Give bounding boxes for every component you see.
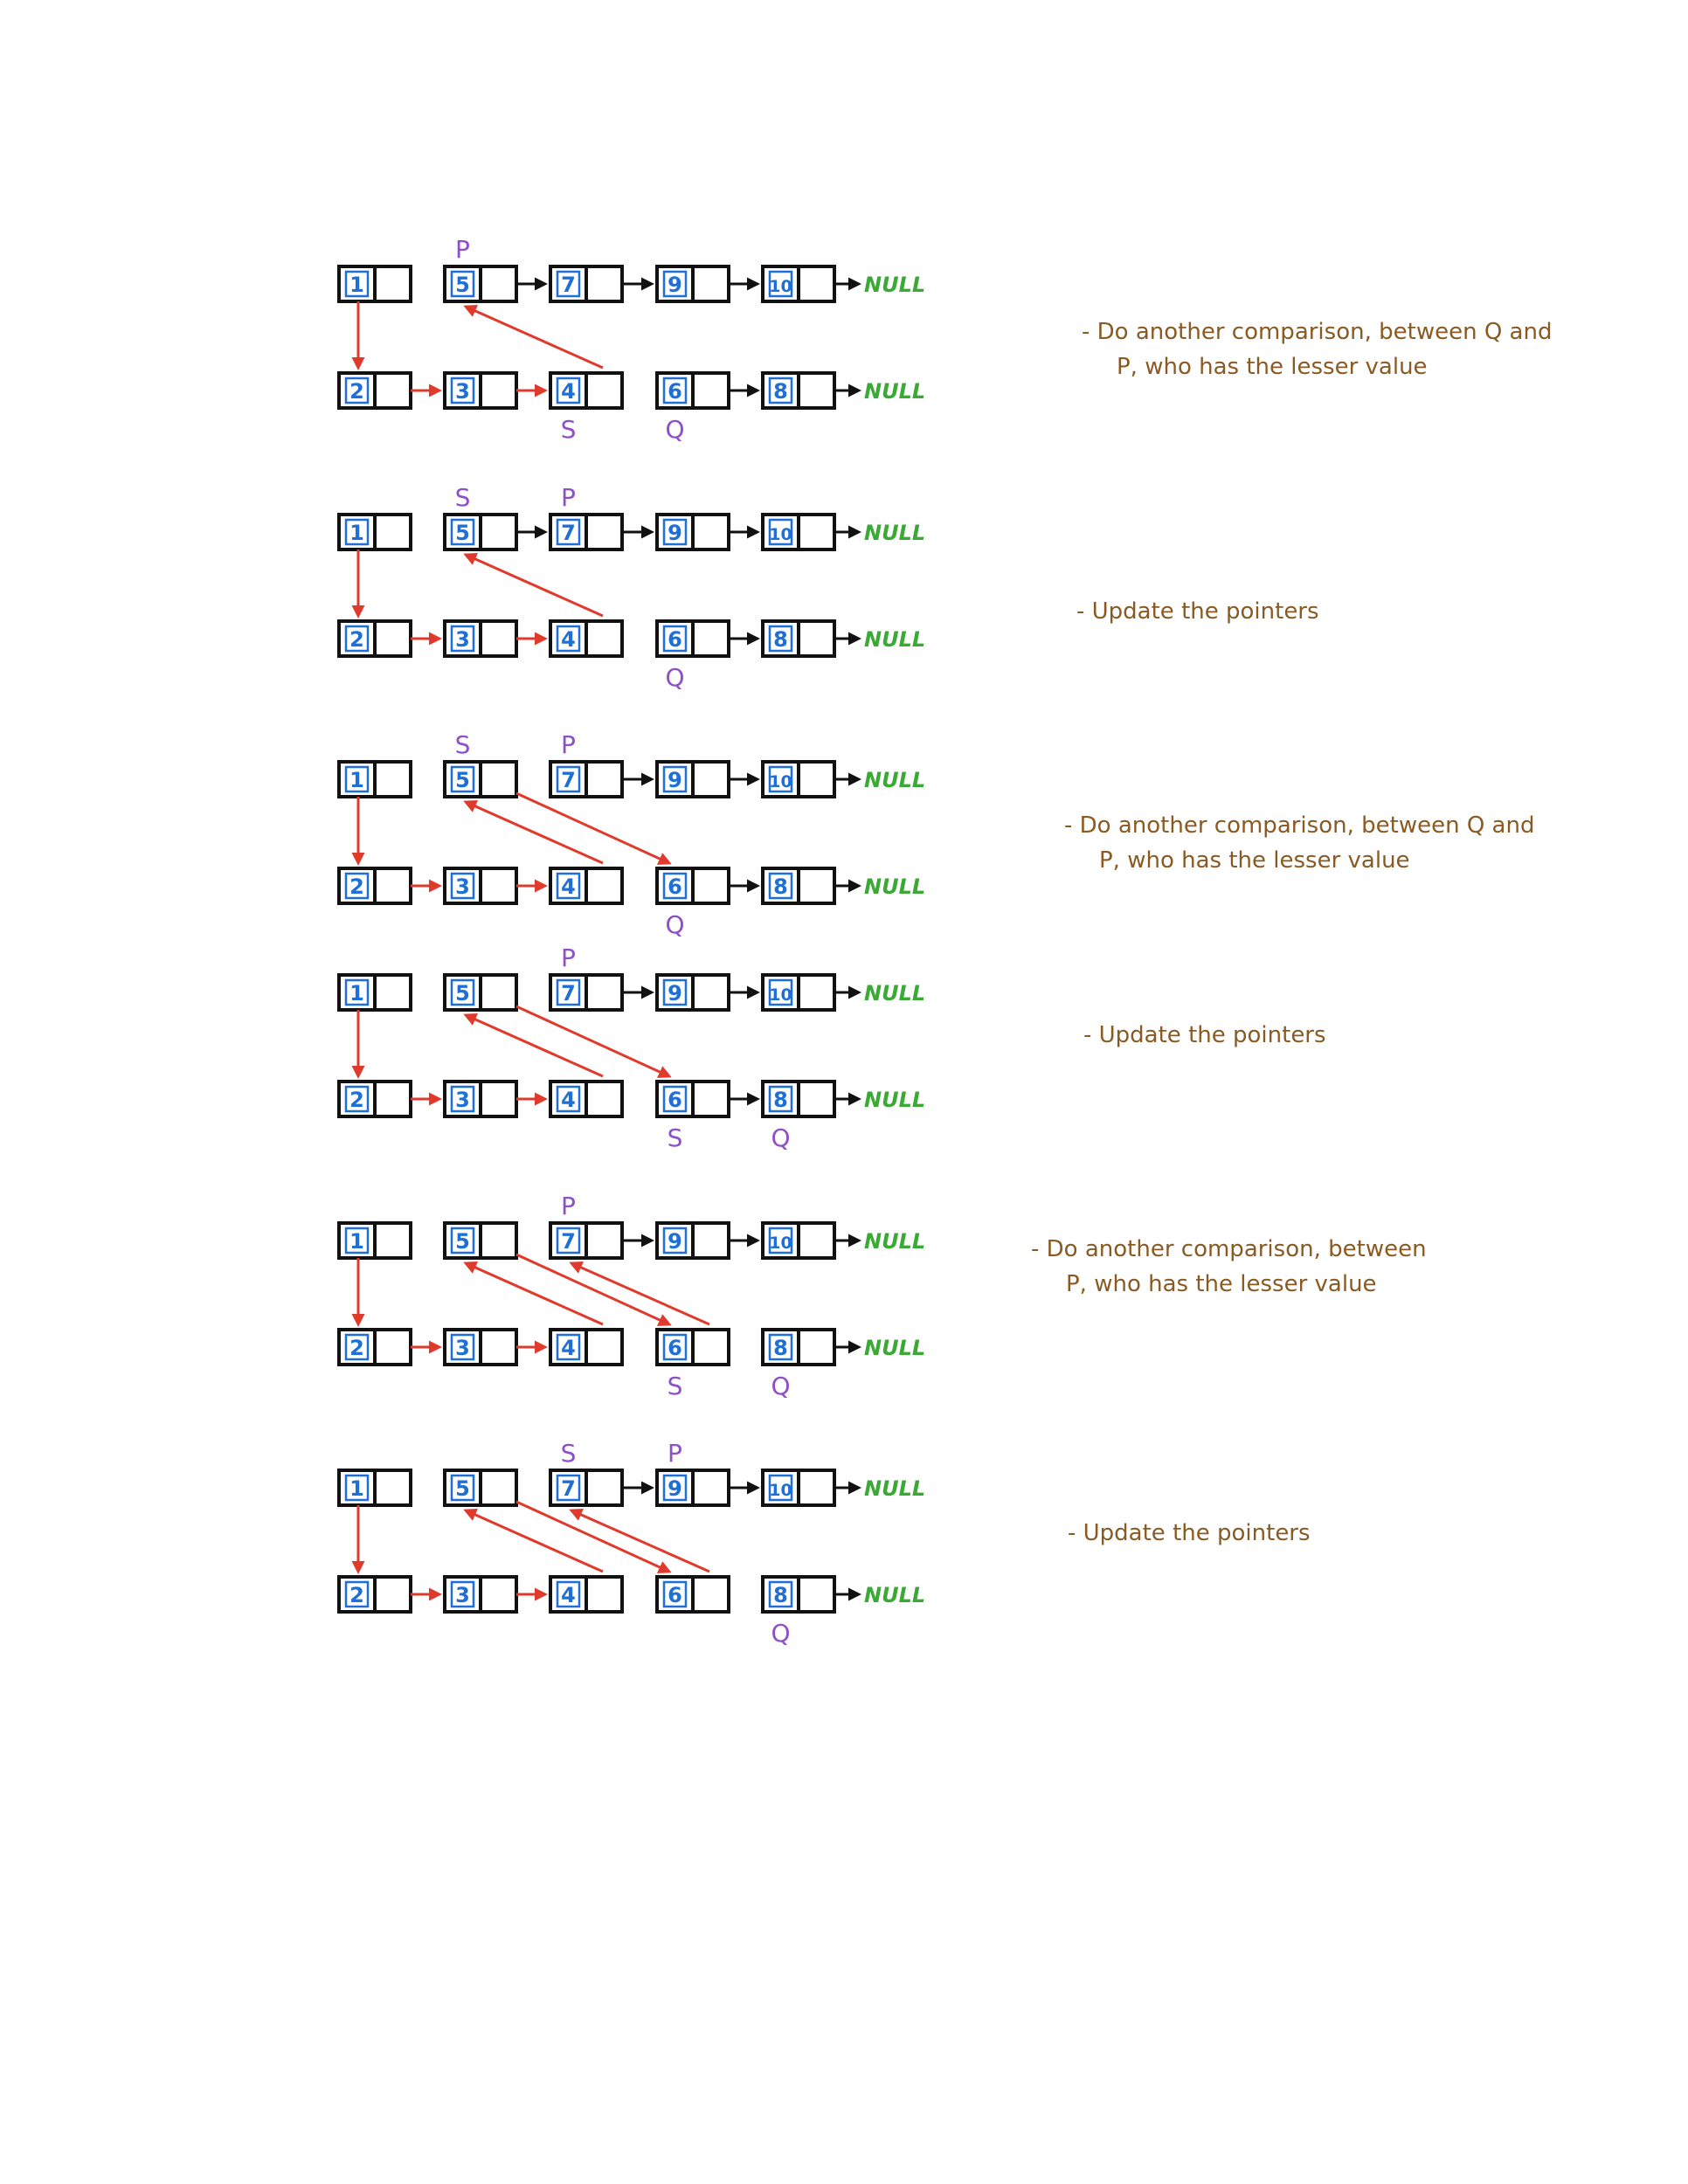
- node-value: 10: [769, 525, 792, 544]
- pointer-label-S: S: [560, 415, 577, 444]
- node-9: [657, 1470, 729, 1505]
- node-4: [550, 1577, 622, 1612]
- node-value: 8: [773, 1583, 788, 1607]
- step-note-line-1: - Do another comparison, between: [1031, 1236, 1427, 1262]
- node-10: [763, 762, 834, 797]
- node-8: [763, 621, 834, 656]
- node-value: 7: [561, 273, 576, 297]
- node-value: 7: [561, 768, 576, 792]
- node-value: 10: [769, 277, 792, 296]
- node-9: [657, 515, 729, 549]
- node-value: 1: [349, 1476, 364, 1501]
- diagonal-link-1: [466, 1263, 603, 1324]
- node-8: [763, 1330, 834, 1365]
- node-1: [339, 515, 411, 549]
- node-8: [763, 1577, 834, 1612]
- node-4: [550, 621, 622, 656]
- node-value: 10: [769, 1234, 792, 1253]
- pointer-label-P: P: [561, 483, 576, 512]
- node-10: [763, 515, 834, 549]
- null-label: NULL: [864, 768, 926, 792]
- node-value: 7: [561, 1229, 576, 1254]
- null-label: NULL: [864, 981, 926, 1006]
- diagonal-link-1: [466, 802, 603, 863]
- pointer-label-P: P: [668, 1439, 682, 1468]
- node-value: 6: [668, 379, 682, 404]
- node-value: 5: [455, 1229, 470, 1254]
- step-4: [339, 943, 925, 1152]
- node-7: [550, 762, 622, 797]
- step-note: [1083, 1018, 1326, 1053]
- node-value: 5: [455, 1476, 470, 1501]
- null-label: NULL: [864, 874, 926, 899]
- node-4: [550, 1330, 622, 1365]
- node-value: 6: [668, 1088, 682, 1112]
- node-value: 8: [773, 627, 788, 652]
- node-value: 8: [773, 379, 788, 404]
- node-6: [657, 373, 729, 408]
- step-note: [1082, 314, 1552, 384]
- node-3: [445, 1330, 516, 1365]
- node-2: [339, 1082, 411, 1116]
- pointer-label-S: S: [454, 483, 471, 512]
- node-value: 3: [455, 874, 470, 899]
- null-label: NULL: [864, 521, 926, 545]
- node-value: 4: [561, 627, 576, 652]
- node-5: [445, 762, 516, 797]
- node-4: [550, 1082, 622, 1116]
- node-value: 7: [561, 521, 576, 545]
- node-10: [763, 266, 834, 301]
- node-value: 9: [668, 768, 682, 792]
- node-value: 5: [455, 768, 470, 792]
- step-note: [1031, 1232, 1427, 1302]
- step-5: [339, 1192, 925, 1400]
- pointer-label-Q: Q: [771, 1372, 791, 1400]
- node-value: 6: [668, 1336, 682, 1360]
- node-value: 4: [561, 1336, 576, 1360]
- node-3: [445, 1577, 516, 1612]
- diagonal-link-3: [571, 1263, 709, 1324]
- node-6: [657, 868, 729, 903]
- node-value: 9: [668, 521, 682, 545]
- diagonal-link-3: [571, 1510, 709, 1572]
- step-note-line-1: - Do another comparison, between Q and: [1082, 319, 1553, 345]
- null-label: NULL: [864, 273, 926, 297]
- node-value: 6: [668, 627, 682, 652]
- node-8: [763, 373, 834, 408]
- null-label: NULL: [864, 627, 926, 652]
- node-value: 4: [561, 1583, 576, 1607]
- node-value: 7: [561, 981, 576, 1006]
- node-6: [657, 1082, 729, 1116]
- node-value: 1: [349, 1229, 364, 1254]
- diagonal-link-2: [516, 1502, 669, 1572]
- node-7: [550, 266, 622, 301]
- node-1: [339, 266, 411, 301]
- node-9: [657, 266, 729, 301]
- step-1: [339, 235, 925, 444]
- node-value: 3: [455, 379, 470, 404]
- node-value: 1: [349, 521, 364, 545]
- diagonal-link-2: [516, 793, 669, 863]
- pointer-label-Q: Q: [665, 910, 685, 939]
- step-6: [339, 1439, 925, 1648]
- null-label: NULL: [864, 379, 926, 404]
- pointer-label-P: P: [561, 730, 576, 759]
- node-3: [445, 868, 516, 903]
- node-9: [657, 762, 729, 797]
- node-value: 2: [349, 627, 364, 652]
- pointer-label-P: P: [561, 943, 576, 972]
- step-2: [339, 483, 925, 692]
- pointer-label-Q: Q: [771, 1619, 791, 1648]
- node-8: [763, 1082, 834, 1116]
- node-1: [339, 1470, 411, 1505]
- step-note: [1076, 594, 1319, 629]
- pointer-label-S: S: [454, 730, 471, 759]
- node-value: 2: [349, 874, 364, 899]
- node-5: [445, 1223, 516, 1258]
- node-5: [445, 1470, 516, 1505]
- node-6: [657, 621, 729, 656]
- node-value: 1: [349, 981, 364, 1006]
- step-3: [339, 730, 925, 939]
- node-value: 2: [349, 379, 364, 404]
- node-10: [763, 1470, 834, 1505]
- node-value: 7: [561, 1476, 576, 1501]
- node-4: [550, 373, 622, 408]
- node-7: [550, 515, 622, 549]
- node-value: 2: [349, 1583, 364, 1607]
- node-value: 9: [668, 273, 682, 297]
- node-10: [763, 975, 834, 1010]
- node-value: 4: [561, 1088, 576, 1112]
- node-value: 9: [668, 981, 682, 1006]
- node-3: [445, 621, 516, 656]
- pointer-label-P: P: [455, 235, 470, 264]
- node-value: 5: [455, 521, 470, 545]
- step-note-line-2: P, who has the lesser value: [1099, 847, 1410, 874]
- node-value: 1: [349, 768, 364, 792]
- node-8: [763, 868, 834, 903]
- pointer-label-Q: Q: [665, 415, 685, 444]
- step-note-line-1: - Update the pointers: [1076, 598, 1319, 625]
- step-note-line-2: P, who has the lesser value: [1066, 1271, 1377, 1297]
- node-value: 9: [668, 1476, 682, 1501]
- node-1: [339, 1223, 411, 1258]
- node-2: [339, 868, 411, 903]
- pointer-label-S: S: [667, 1123, 683, 1152]
- node-value: 8: [773, 1088, 788, 1112]
- node-value: 6: [668, 1583, 682, 1607]
- node-5: [445, 266, 516, 301]
- node-value: 3: [455, 1088, 470, 1112]
- pointer-label-Q: Q: [771, 1123, 791, 1152]
- node-value: 8: [773, 874, 788, 899]
- node-value: 9: [668, 1229, 682, 1254]
- pointer-label-S: S: [667, 1372, 683, 1400]
- node-6: [657, 1577, 729, 1612]
- node-2: [339, 1577, 411, 1612]
- node-9: [657, 1223, 729, 1258]
- node-value: 10: [769, 985, 792, 1005]
- node-6: [657, 1330, 729, 1365]
- node-3: [445, 1082, 516, 1116]
- pointer-label-P: P: [561, 1192, 576, 1220]
- node-1: [339, 762, 411, 797]
- step-note-line-2: P, who has the lesser value: [1117, 354, 1428, 380]
- node-value: 6: [668, 874, 682, 899]
- diagonal-link-1: [466, 1510, 603, 1572]
- pointer-label-Q: Q: [665, 663, 685, 692]
- node-7: [550, 1223, 622, 1258]
- node-1: [339, 975, 411, 1010]
- node-7: [550, 1470, 622, 1505]
- node-4: [550, 868, 622, 903]
- diagonal-link-1: [466, 307, 603, 368]
- node-value: 3: [455, 1336, 470, 1360]
- node-10: [763, 1223, 834, 1258]
- node-7: [550, 975, 622, 1010]
- diagonal-link-1: [466, 555, 603, 616]
- diagonal-link-2: [516, 1006, 669, 1076]
- node-3: [445, 373, 516, 408]
- node-value: 2: [349, 1336, 364, 1360]
- null-label: NULL: [864, 1088, 926, 1112]
- step-note-line-1: - Do another comparison, between Q and: [1064, 812, 1535, 839]
- node-2: [339, 373, 411, 408]
- null-label: NULL: [864, 1336, 926, 1360]
- node-value: 4: [561, 379, 576, 404]
- node-2: [339, 621, 411, 656]
- pointer-label-S: S: [560, 1439, 577, 1468]
- node-value: 10: [769, 772, 792, 791]
- step-note: [1064, 808, 1534, 878]
- node-5: [445, 515, 516, 549]
- node-value: 3: [455, 627, 470, 652]
- null-label: NULL: [864, 1476, 926, 1501]
- node-9: [657, 975, 729, 1010]
- node-value: 5: [455, 981, 470, 1006]
- diagonal-link-1: [466, 1015, 603, 1076]
- node-value: 1: [349, 273, 364, 297]
- step-note-line-1: - Update the pointers: [1083, 1022, 1326, 1048]
- node-value: 4: [561, 874, 576, 899]
- node-value: 8: [773, 1336, 788, 1360]
- step-note: [1068, 1516, 1311, 1551]
- node-value: 3: [455, 1583, 470, 1607]
- node-value: 5: [455, 273, 470, 297]
- diagonal-link-2: [516, 1254, 669, 1324]
- null-label: NULL: [864, 1583, 926, 1607]
- node-value: 10: [769, 1481, 792, 1500]
- node-2: [339, 1330, 411, 1365]
- step-note-line-1: - Update the pointers: [1068, 1520, 1311, 1546]
- node-5: [445, 975, 516, 1010]
- node-value: 2: [349, 1088, 364, 1112]
- null-label: NULL: [864, 1229, 926, 1254]
